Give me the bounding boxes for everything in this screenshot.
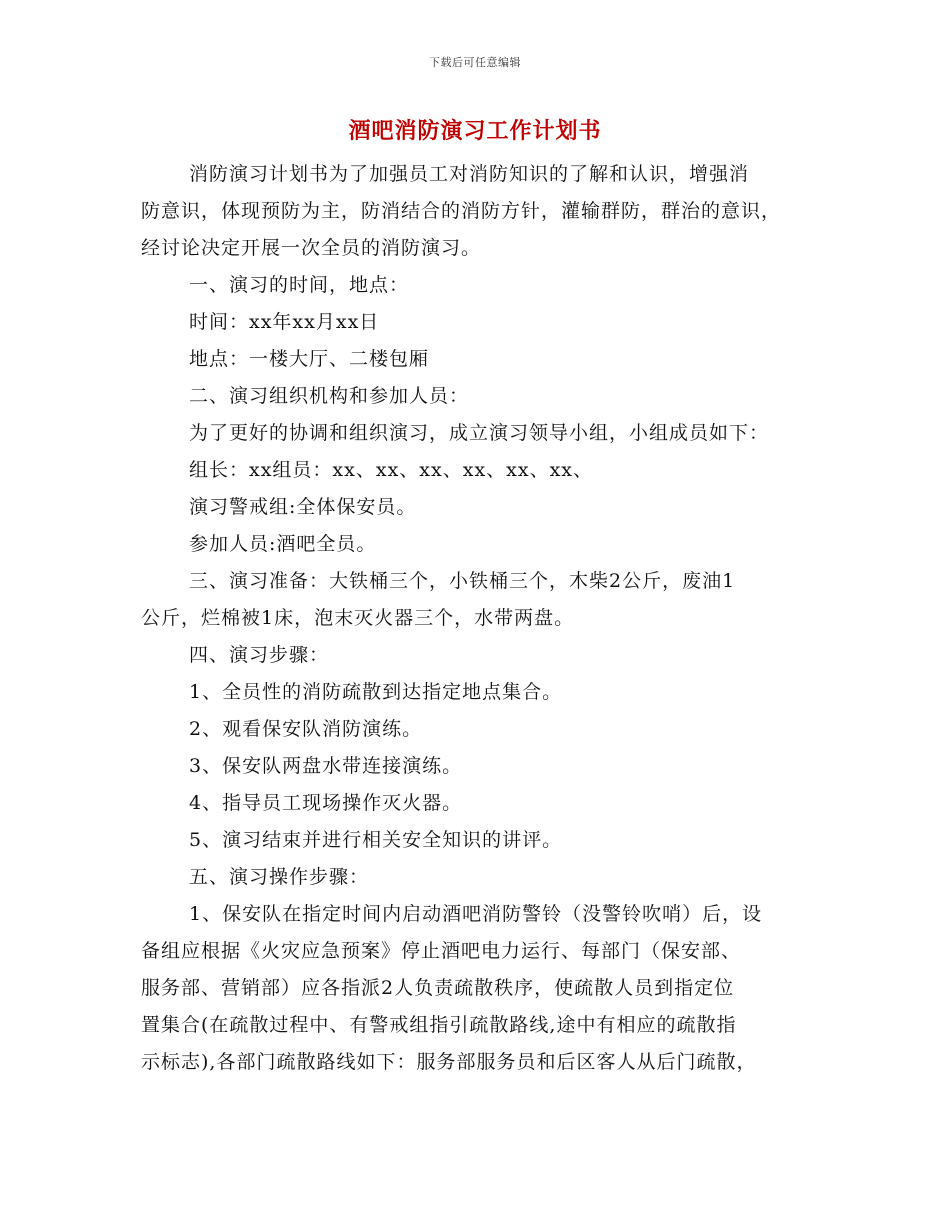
paragraph-line: 经讨论决定开展一次全员的消防演习。 — [141, 237, 482, 259]
paragraph-line: 消防演习计划书为了加强员工对消防知识的了解和认识，增强消 — [189, 163, 750, 185]
paragraph-line: 2、观看保安队消防演练。 — [189, 718, 423, 740]
document-body — [141, 156, 813, 1081]
paragraph-line: 备组应根据《火灾应急预案》停止酒吧电力运行、每部门（保安部、 — [141, 940, 742, 962]
paragraph-line: 地点：一楼大厅、二楼包厢 — [189, 348, 430, 370]
document-title: 酒吧消防演习工作计划书 — [348, 118, 602, 144]
paragraph-line: 防意识，体现预防为主，防消结合的消防方针，灌输群防，群治的意识， — [141, 200, 782, 222]
paragraph-line: 五、演习操作步骤： — [189, 866, 370, 888]
paragraph-line: 4、指导员工现场操作灭火器。 — [189, 792, 463, 814]
paragraph-line: 服务部、营销部）应各指派2人负责疏散秩序，使疏散人员到指定位 — [141, 977, 735, 999]
paragraph-line: 1、保安队在指定时间内启动酒吧消防警铃（没警铃吹哨）后，设 — [189, 903, 763, 925]
paragraph-line: 二、演习组织机构和参加人员： — [189, 385, 470, 407]
header-note: 下载后可任意编辑 — [429, 56, 521, 69]
paragraph-line: 示标志),各部门疏散路线如下：服务部服务员和后区客人从后门疏散， — [141, 1051, 757, 1073]
paragraph-line: 演习警戒组:全体保安员。 — [189, 496, 417, 518]
paragraph-line: 1、全员性的消防疏散到达指定地点集合。 — [189, 681, 563, 703]
paragraph-line: 公斤，烂棉被1床，泡末灭火器三个，水带两盘。 — [141, 607, 575, 629]
paragraph-line: 为了更好的协调和组织演习，成立演习领导小组，小组成员如下： — [189, 422, 770, 444]
paragraph-line: 3、保安队两盘水带连接演练。 — [189, 755, 463, 777]
paragraph-line: 四、演习步骤： — [189, 644, 330, 666]
paragraph-line: 一、演习的时间，地点： — [189, 274, 410, 296]
paragraph-line: 置集合(在疏散过程中、有警戒组指引疏散路线,途中有相应的疏散指 — [141, 1014, 737, 1036]
paragraph-line: 组长：xx组员：xx、xx、xx、xx、xx、xx、 — [189, 459, 594, 481]
paragraph-line: 三、演习准备：大铁桶三个，小铁桶三个，木柴2公斤，废油1 — [189, 570, 736, 592]
paragraph-line: 时间：xx年xx月xx日 — [189, 311, 380, 333]
paragraph-line: 参加人员:酒吧全员。 — [189, 533, 377, 555]
paragraph-line: 5、演习结束并进行相关安全知识的讲评。 — [189, 829, 563, 851]
